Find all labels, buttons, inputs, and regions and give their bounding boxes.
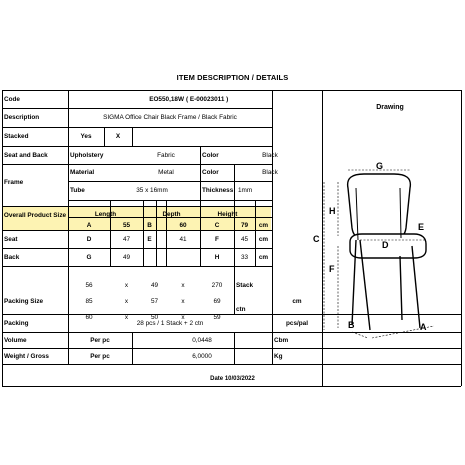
pack-row3-l: 60: [85, 314, 93, 321]
volume-value: 0,0448: [192, 337, 212, 344]
seat-back-label: Seat and Back: [4, 152, 48, 159]
pack-ctn: ctn: [236, 306, 246, 313]
dim-a: A: [420, 322, 427, 332]
drawing-title: Drawing: [376, 104, 404, 111]
stacked-mark: X: [115, 133, 121, 140]
dim-f: F: [329, 264, 335, 274]
back-g-value: 49: [122, 254, 131, 261]
packing-value: 28 pcs / 1 Stack + 2 ctn: [136, 320, 204, 327]
seat-e-value: 41: [179, 236, 187, 243]
seat-d-value: 47: [122, 236, 131, 243]
dim-g: G: [376, 161, 384, 171]
depth-header: Depth: [162, 211, 181, 218]
weight-unit: Kg: [274, 353, 283, 360]
tube-value: 35 x 16mm: [136, 187, 168, 194]
pack-row1-x2: x: [181, 282, 185, 289]
pack-row1-l: 56: [85, 282, 93, 289]
pack-row3-x2: x: [181, 314, 185, 321]
frame-label: Frame: [4, 179, 24, 186]
frame-color-label: Color: [202, 169, 219, 176]
overall-a-value: 55: [122, 222, 131, 229]
code-value: EO550,18W: [149, 96, 184, 103]
dim-h: H: [329, 206, 336, 216]
dim-d: D: [382, 240, 389, 250]
pack-stack: Stack: [236, 282, 254, 289]
pack-row1-x1: x: [124, 282, 129, 289]
material-value: Metal: [158, 169, 174, 176]
weight-value: 6,0000: [192, 353, 212, 360]
volume-per: Per pc: [90, 337, 110, 344]
date-stamp: Date 10/03/2022: [210, 376, 255, 382]
seat-f-value: 45: [240, 236, 249, 243]
dim-e: E: [418, 222, 425, 232]
back-h: H: [214, 254, 220, 261]
pack-row3-h: 59: [213, 314, 221, 321]
material-label: Material: [70, 169, 95, 176]
overall-a: A: [86, 222, 92, 229]
overall-b-value: 60: [179, 222, 187, 229]
tube-label: Tube: [70, 187, 85, 194]
volume-label: Volume: [4, 337, 27, 344]
weight-per: Per pc: [90, 353, 110, 360]
pack-row2-h: 69: [213, 298, 221, 305]
pack-row2-x2: x: [181, 298, 185, 305]
document-title: ITEM DESCRIPTION / DETAILS: [176, 73, 289, 82]
back-g: G: [86, 254, 92, 261]
code-label: Code: [4, 96, 20, 103]
pack-row3-w: 50: [150, 314, 159, 321]
back-unit: cm: [258, 254, 269, 261]
overall-c: C: [214, 222, 220, 229]
pack-row1-w: 49: [150, 282, 159, 289]
packing-unit: pcs/pal: [285, 320, 309, 327]
weight-label: Weight / Gross: [4, 353, 49, 360]
overall-b: B: [147, 222, 152, 229]
packing-label: Packing: [4, 320, 29, 327]
pack-row3-x1: x: [124, 314, 129, 321]
seat-e: E: [147, 236, 152, 243]
frame-color-value: Black: [262, 169, 278, 176]
pack-row1-h: 270: [211, 282, 223, 289]
code-id: ( E-00023011 ): [186, 96, 229, 103]
overall-c-value: 79: [240, 222, 249, 229]
description-label: Description: [4, 114, 40, 121]
height-header: Height: [217, 211, 238, 218]
upholstery-value: Fabric: [157, 152, 175, 159]
seat-d: D: [86, 236, 92, 243]
seat-color-value: Black: [262, 152, 278, 159]
back-h-value: 33: [240, 254, 249, 261]
thickness-label: Thickness: [202, 187, 234, 194]
seat-color-label: Color: [202, 152, 219, 159]
dim-b: B: [348, 320, 355, 330]
packing-size-label: Packing Size: [4, 298, 44, 305]
length-header: Length: [94, 211, 117, 218]
pack-unit: cm: [292, 298, 302, 305]
pack-row2-l: 85: [85, 298, 93, 305]
chair-drawing: [302, 160, 460, 340]
overall-size-label: Overall Product Size: [3, 212, 67, 219]
seat-f: F: [215, 236, 219, 243]
pack-row2-w: 57: [150, 298, 159, 305]
stacked-yes: Yes: [80, 133, 92, 140]
description-value: SIGMA Office Chair Black Frame / Black Fabric: [103, 114, 237, 121]
seat-unit: cm: [258, 236, 269, 243]
seat-label: Seat: [4, 236, 18, 243]
back-label: Back: [4, 254, 20, 261]
dim-c: C: [313, 234, 320, 244]
volume-unit: Cbm: [274, 337, 289, 344]
stacked-label: Stacked: [4, 133, 29, 140]
upholstery-label: Upholstery: [70, 152, 104, 159]
overall-unit: cm: [258, 222, 269, 229]
thickness-value: 1mm: [238, 187, 253, 194]
pack-row2-x1: x: [124, 298, 129, 305]
